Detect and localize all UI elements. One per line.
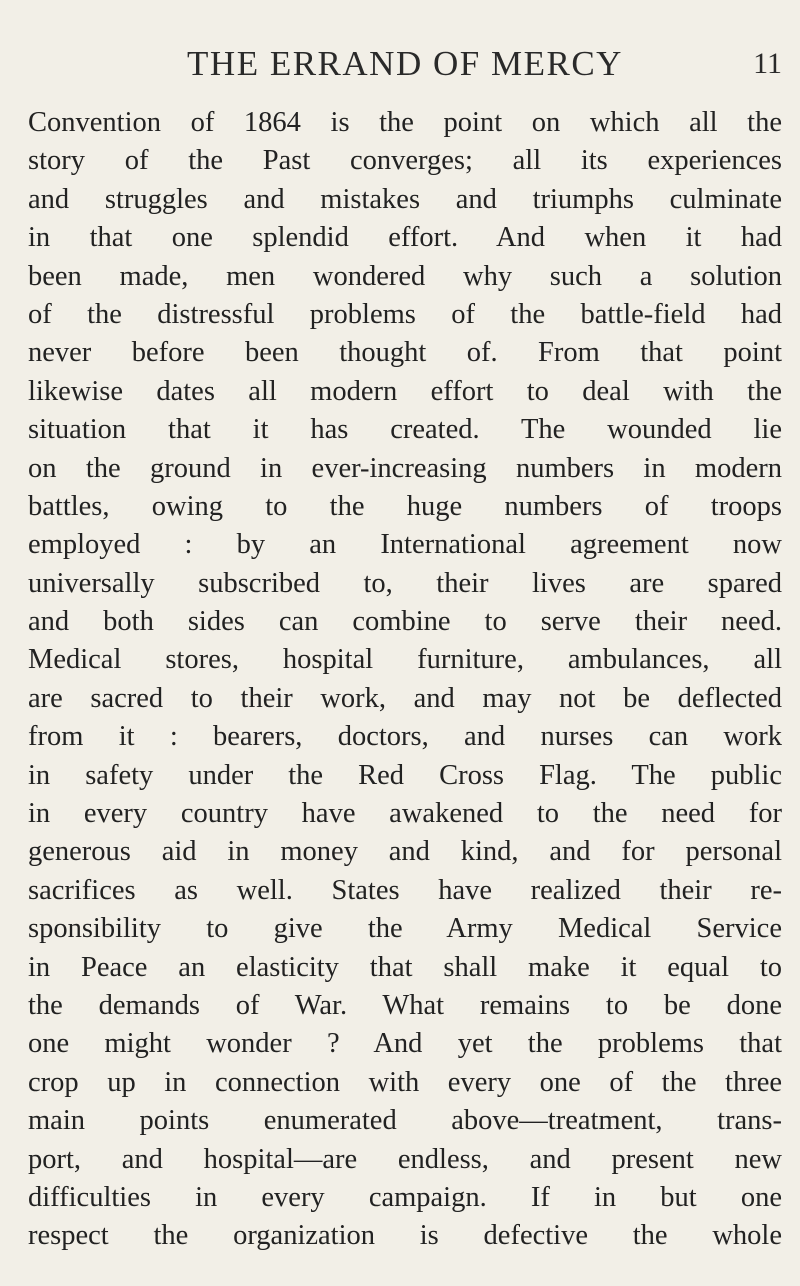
page-number: 11 [753,47,782,80]
text-line: been made, men wondered why such a solution [28,260,782,292]
text-line: main points enumerated above—treatment, trans- [28,1105,782,1137]
body-text [28,104,782,1256]
text-line: from it : bearers, doctors, and nurses can work [28,721,782,753]
text-line: difficulties in every campaign. If in but one [28,1181,782,1213]
text-line: battles, owing to the huge numbers of troops [28,490,782,522]
text-line: never before been thought of. From that point [28,337,782,369]
text-line: crop up in connection with every one of the three [28,1066,782,1098]
text-line: sponsibility to give the Army Medical Service [28,913,782,945]
text-line: respect the organization is defective the whole [28,1220,782,1252]
text-line: sacrifices as well. States have realized their re- [28,874,782,906]
text-line: in that one splendid effort. And when it had [28,222,782,254]
text-line: in Peace an elasticity that shall make it equal to [28,951,782,983]
text-line: one might wonder ? And yet the problems that [28,1028,782,1060]
text-line: generous aid in money and kind, and for personal [28,836,782,868]
page-header [28,40,782,88]
text-line: in safety under the Red Cross Flag. The public [28,759,782,791]
text-line: port, and hospital—are endless, and present new [28,1143,782,1175]
text-line: Medical stores, hospital furniture, ambulances, all [28,644,782,676]
text-line: on the ground in ever-increasing numbers in modern [28,452,782,484]
text-line: are sacred to their work, and may not be deflected [28,682,782,714]
text-line: employed : by an International agreement now [28,529,782,561]
text-line: in every country have awakened to the need for [28,798,782,830]
text-line: situation that it has created. The wounded lie [28,414,782,446]
text-line: and both sides can combine to serve their need. [28,606,782,638]
text-line: likewise dates all modern effort to deal with the [28,375,782,407]
text-line: and struggles and mistakes and triumphs culminate [28,183,782,215]
text-line: story of the Past converges; all its experiences [28,145,782,177]
text-line: the demands of War. What remains to be done [28,989,782,1021]
running-head: THE ERRAND OF MERCY [187,44,623,83]
text-line: of the distressful problems of the battle-field had [28,298,782,330]
text-line: Convention of 1864 is the point on which all the [28,107,782,138]
text-line: universally subscribed to, their lives are spared [28,567,782,599]
